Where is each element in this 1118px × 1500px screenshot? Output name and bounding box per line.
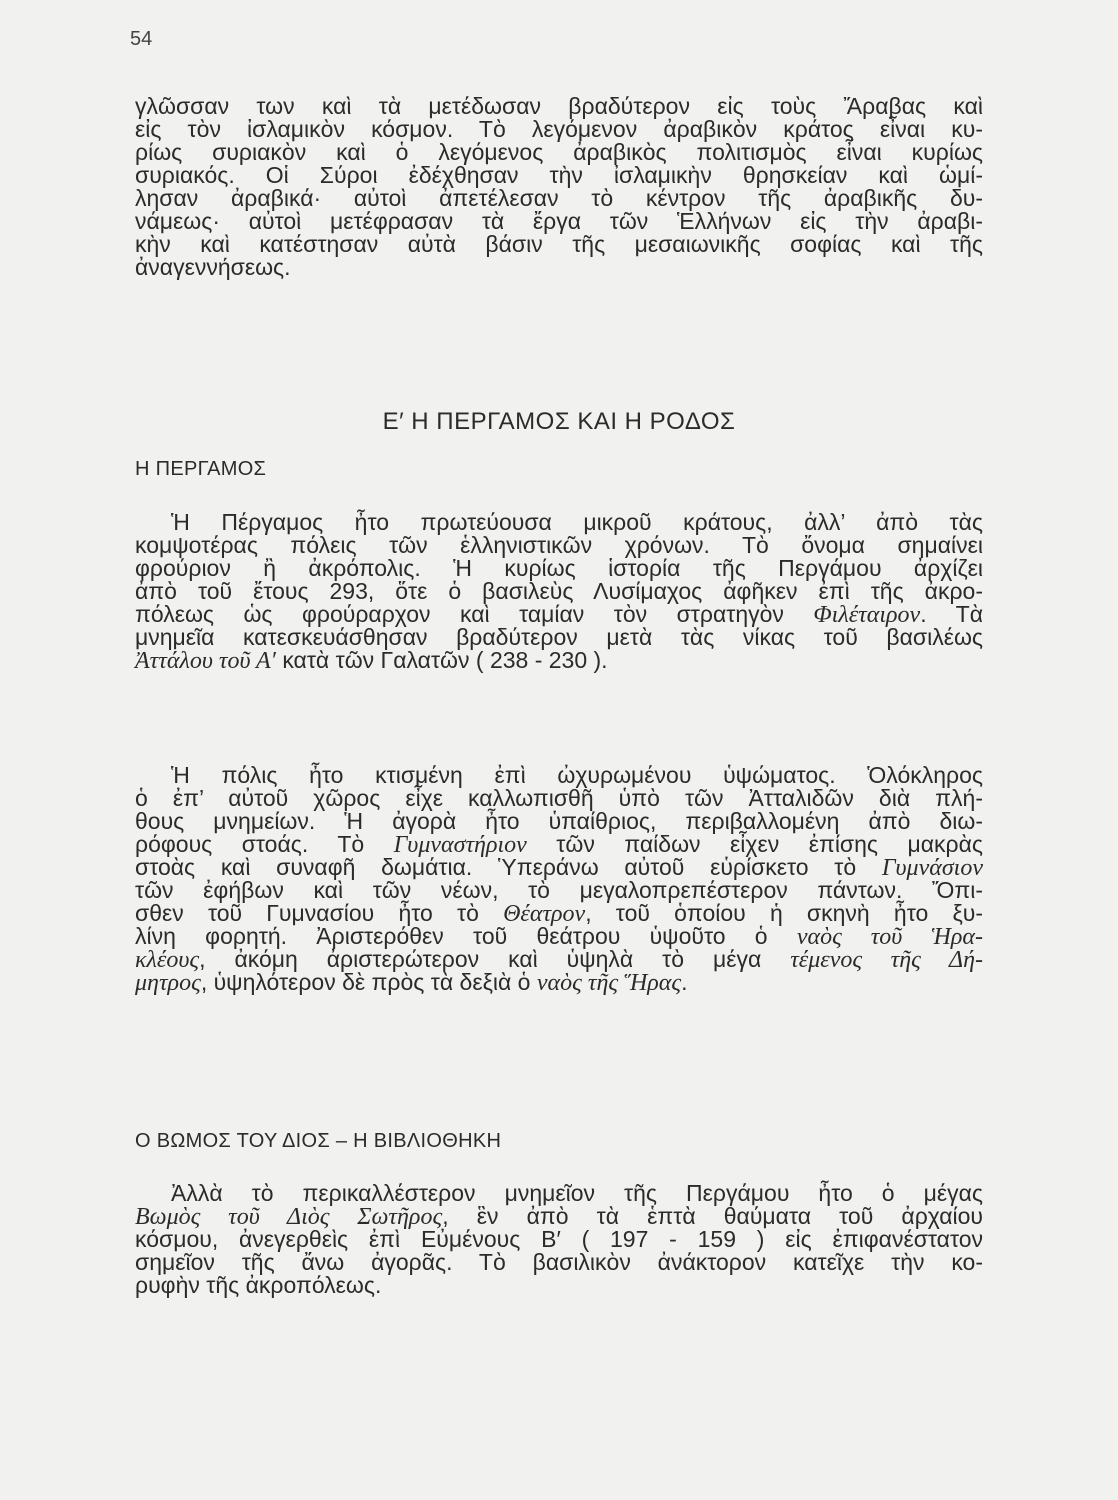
chapter-title: Ε′ Η ΠΕΡΓΑΜΟΣ ΚΑΙ Η ΡΟΔΟΣ: [382, 408, 736, 435]
text-segment: , ἀκόμη ἀριστερώτερον καὶ ὑψηλὰ τὸ μέγα: [199, 946, 791, 972]
text-segment: Ἀλλὰ τὸ περικαλλέστερον μνημεῖον τῆς Περγάμου ἦτο ὁ μέγας: [171, 1180, 983, 1206]
paragraph-arabic-translation: [135, 88, 983, 280]
text-segment: τῶν ἐφήβων καὶ τῶν νέων, τὸ μεγαλοπρεπέστερον πάντων. Ὄπι-: [135, 877, 983, 903]
text-segment: , ἓν ἀπὸ τὰ ἑπτὰ θαύματα τοῦ ἀρχαίου: [442, 1203, 984, 1229]
text-line: [135, 919, 983, 950]
text-line: [135, 896, 983, 927]
italic-term: ναὸς τῆς Ἥρας: [536, 970, 682, 996]
italic-term: Γυμναστήριον: [393, 832, 527, 858]
text-segment: λίνη φορητή. Ἀριστερόθεν τοῦ θεάτρου ὑψοῦτο ὁ: [135, 923, 797, 949]
text-line: [135, 942, 983, 973]
text-segment: μνημεῖα κατεσκευάσθησαν βραδύτερον μετὰ τὰς νίκας τοῦ βασιλέως: [135, 624, 983, 650]
text-segment: στοὰς καὶ συναφῆ δωμάτια. Ὑπεράνω αὐτοῦ εὑρίσκετο τὸ: [135, 854, 882, 880]
text-line: [135, 134, 983, 165]
italic-term: μητρος: [135, 970, 201, 996]
section-heading-pergamos: Η ΠΕΡΓΑΜΟΣ: [135, 458, 267, 480]
italic-term: Γυμνάσιον: [881, 855, 983, 881]
text-segment: κατὰ τῶν Γαλατῶν ( 238 - 230 ).: [275, 647, 608, 673]
text-line: [135, 781, 983, 811]
text-segment: φρούριον ἢ ἀκρόπολις. Ἡ κυρίως ἱστορία τῆς Περγάμου ἀρχίζει: [135, 555, 983, 581]
text-line: [135, 1221, 983, 1252]
text-segment: ρόφους στοάς. Τὸ: [135, 831, 394, 857]
text-line: [135, 595, 983, 628]
text-segment: Ἡ Πέργαμος ἦτο πρωτεύουσα μικροῦ κράτους, ἀλλ’ ἀπὸ τὰς: [171, 509, 983, 535]
paragraph-pergamos-history: [135, 503, 983, 674]
text-line: [135, 572, 983, 604]
italic-term: Βωμὸς τοῦ Διὸς Σωτῆρος: [135, 1204, 443, 1230]
text-segment: νάμεως· αὐτοὶ μετέφρασαν τὰ ἔργα τῶν Ἑλλήνων εἰς τὴν ἀραβι-: [135, 208, 983, 234]
text-line: [135, 1244, 983, 1275]
text-segment: . Τὰ: [920, 601, 983, 627]
text-line: [135, 850, 983, 881]
text-line: [135, 157, 983, 188]
text-segment: εἰς τὸν ἰσλαμικὸν κόσμον. Τὸ λεγόμενον ἀραβικὸν κράτος εἶναι κυ-: [135, 116, 983, 142]
text-segment: , τοῦ ὁποίου ἡ σκηνὴ ἦτο ξυ-: [585, 900, 983, 926]
text-segment: κόσμου, ἀνεγερθεὶς ἐπὶ Εὐμένους Β′ ( 197 - 159 ) εἰς ἐπιφανέστατον: [135, 1226, 983, 1252]
text-line: [135, 1175, 983, 1206]
text-segment: γλῶσσαν των καὶ τὰ μετέδωσαν βραδύτερον εἰς τοὺς Ἄραβας καὶ: [135, 93, 983, 119]
text-segment: ρίως συριακὸν καὶ ὁ λεγόμενος ἀραβικὸς πολιτισμὸς εἶναι κυρίως: [135, 139, 983, 165]
text-segment: πόλεως ὡς φρούραρχον καὶ ταμίαν τὸν στρατηγὸν: [135, 601, 814, 627]
text-segment: , ὑψηλότερον δὲ πρὸς τὰ δεξιὰ ὁ: [200, 969, 537, 995]
text-line: [135, 827, 983, 858]
italic-term: Ἀττάλου τοῦ Α′: [135, 648, 276, 674]
text-line: [135, 88, 983, 119]
text-segment: κὴν καὶ κατέστησαν αὐτὰ βάσιν τῆς μεσαιωνικῆς σοφίας καὶ τῆς: [135, 231, 983, 257]
text-line: [135, 873, 983, 903]
italic-term: ναὸς τοῦ Ἡρα-: [796, 924, 983, 950]
text-segment: ἀπὸ τοῦ ἔτους 293, ὅτε ὁ βασιλεὺς Λυσίμαχος ἀφῆκεν ἐπὶ τῆς ἀκρο-: [135, 578, 983, 604]
text-line: [135, 1198, 984, 1230]
text-segment: σημεῖον τῆς ἄνω ἀγορᾶς. Τὸ βασιλικὸν ἀνάκτορον κατεῖχε τὴν κο-: [135, 1249, 983, 1275]
paragraph-altar-of-zeus: [135, 1175, 984, 1298]
page-number: 54: [130, 28, 153, 50]
text-segment: ἀναγεννήσεως.: [135, 254, 291, 280]
italic-term: Φιλέταιρον: [813, 602, 921, 628]
text-line: [135, 549, 983, 581]
paragraph-pergamos-city: [135, 758, 983, 996]
text-segment: ρυφὴν τῆς ἀκροπόλεως.: [135, 1272, 382, 1298]
text-line: [135, 503, 983, 535]
italic-term: Θέατρον: [503, 901, 586, 927]
text-line: [135, 526, 983, 558]
italic-term: κλέους: [135, 947, 200, 973]
text-line: [135, 111, 983, 142]
text-segment: ὁ ἐπ’ αὐτοῦ χῶρος εἶχε καλλωπισθῆ ὑπὸ τῶν Ἀτταλιδῶν διὰ πλή-: [135, 785, 983, 811]
text-segment: κομψοτέρας πόλεις τῶν ἑλληνιστικῶν χρόνων. Τὸ ὄνομα σημαίνει: [135, 532, 983, 558]
italic-term: τέμενος τῆς Δή-: [790, 947, 983, 973]
text-segment: συριακός. Οἱ Σύροι ἐδέχθησαν τὴν ἰσλαμικὴν θρησκείαν καὶ ὡμί-: [135, 162, 983, 188]
text-line: [135, 203, 983, 234]
text-line: [135, 758, 983, 788]
text-line: [135, 618, 983, 650]
text-segment: Ἡ πόλις ἦτο κτισμένη ἐπὶ ὠχυρωμένου ὑψώματος. Ὁλόκληρος: [171, 762, 983, 788]
text-line: [135, 180, 983, 211]
text-line: [135, 804, 983, 834]
text-segment: θους μνημείων. Ἡ ἀγορὰ ἦτο ὑπαίθριος, περιβαλλομένη ἀπὸ διω-: [135, 808, 983, 834]
text-segment: .: [681, 969, 688, 995]
text-line: [135, 226, 983, 257]
section-heading-altar-library: Ο ΒΩΜΟΣ ΤΟΥ ΔΙΟΣ – Η ΒΙΒΛΙΟΘΗΚΗ: [135, 1130, 502, 1152]
text-segment: λησαν ἀραβικά· αὐτοὶ ἀπετέλεσαν τὸ κέντρον τῆς ἀραβικῆς δυ-: [135, 185, 983, 211]
text-segment: τῶν παίδων εἶχεν ἐπίσης μακρὰς: [526, 831, 983, 857]
text-segment: σθεν τοῦ Γυμνασίου ἦτο τὸ: [135, 900, 504, 926]
